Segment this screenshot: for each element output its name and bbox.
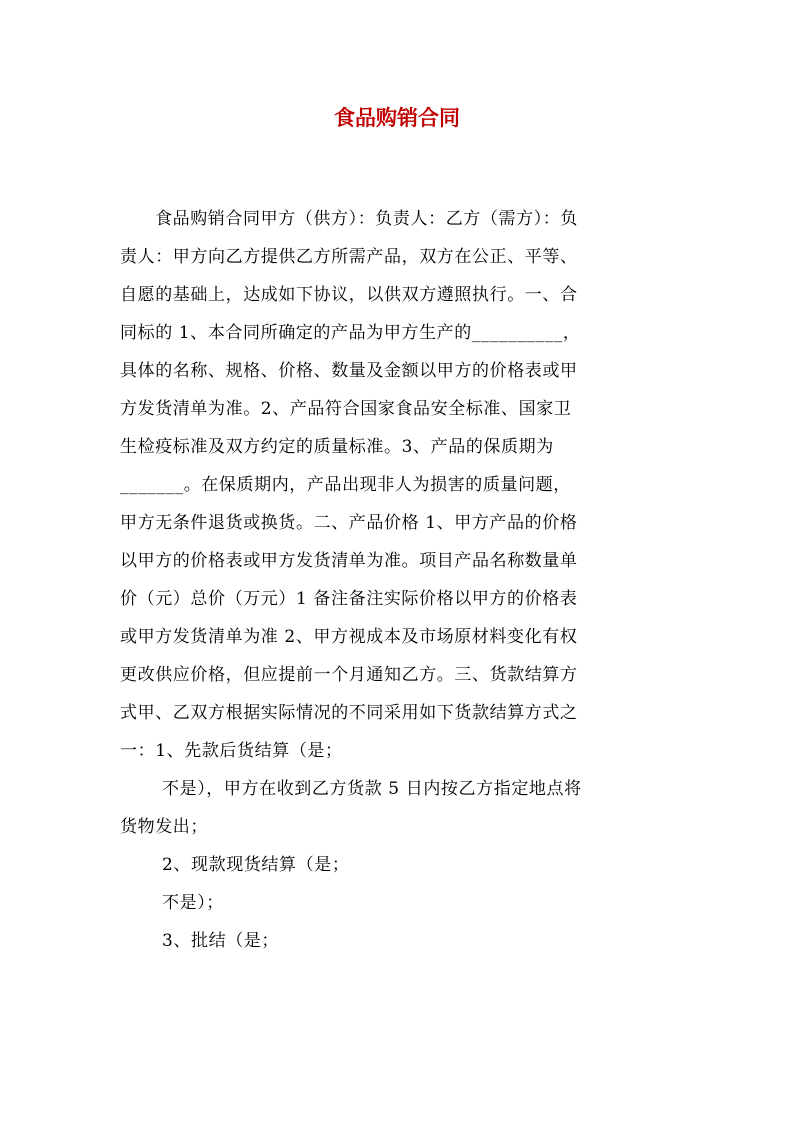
paragraph-line: 2、现款现货结算（是； bbox=[162, 855, 350, 875]
paragraph-line: 一：1、先款后货结算（是； bbox=[120, 741, 343, 761]
paragraph-line: 以甲方的价格表或甲方发货清单为准。项目产品名称数量单 bbox=[120, 551, 578, 571]
paragraph-line: 方发货清单为准。2、产品符合国家食品安全标准、国家卫 bbox=[120, 399, 572, 419]
paragraph-line: 价（元）总价（万元）1 备注备注实际价格以甲方的价格表 bbox=[120, 589, 578, 609]
paragraph-line: 不是）； bbox=[162, 893, 224, 913]
paragraph-line: 自愿的基础上，达成如下协议，以供双方遵照执行。一、合 bbox=[120, 285, 578, 305]
paragraph-line: 责人：甲方向乙方提供乙方所需产品，双方在公正、平等、 bbox=[120, 247, 578, 267]
paragraph-line: 或甲方发货清单为准 2、甲方视成本及市场原材料变化有权 bbox=[120, 627, 578, 647]
paragraph-line: 式甲、乙双方根据实际情况的不同采用如下货款结算方式之 bbox=[120, 703, 578, 723]
paragraph-line: _______。在保质期内，产品出现非人为损害的质量问题， bbox=[120, 475, 571, 495]
paragraph-line: 食品购销合同甲方（供方）：负责人：乙方（需方）：负 bbox=[155, 209, 578, 229]
paragraph-line: 不是），甲方在收到乙方货款 5 日内按乙方指定地点将 bbox=[162, 779, 582, 799]
paragraph-line: 具体的名称、规格、价格、数量及金额以甲方的价格表或甲 bbox=[120, 361, 578, 381]
paragraph-line: 更改供应价格，但应提前一个月通知乙方。三、货款结算方 bbox=[120, 665, 578, 685]
paragraph-line: 同标的 1、本合同所确定的产品为甲方生产的__________， bbox=[120, 323, 581, 343]
document-title: 食品购销合同 bbox=[334, 105, 460, 130]
paragraph-line: 货物发出； bbox=[120, 817, 208, 837]
paragraph-line: 3、批结（是； bbox=[162, 931, 280, 951]
paragraph-line: 生检疫标准及双方约定的质量标准。3、产品的保质期为 bbox=[120, 437, 554, 457]
paragraph-line: 甲方无条件退货或换货。二、产品价格 1、甲方产品的价格 bbox=[120, 513, 578, 533]
